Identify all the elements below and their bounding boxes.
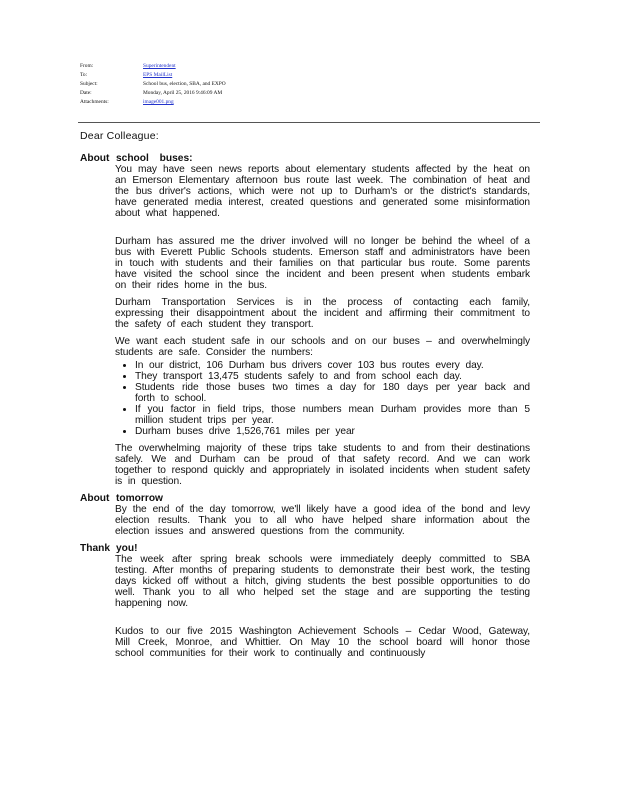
list-item: • In our district, 106 Durham bus drivers cover 103 bus routes every day. <box>135 360 530 371</box>
buses-paragraph-5: The overwhelming majority of these trips take students to and from their destinations safely. We and Durham can be proud of that safety record. And we can work together to respond quickly and appropriately in isolated incidents when student safety is in question. <box>115 443 530 487</box>
thanks-paragraph-1: The week after spring break schools were immediately deeply committed to SBA testing. After months of preparing students to demonstrate their best work, the testing days kicked off without a hitch, giving students the best possible opportunities to do well. Thank you to all who helped set the stage and are supporting the testing happening now. <box>115 554 530 609</box>
from-link[interactable]: Superintendent <box>143 63 176 69</box>
section-heading-tomorrow <box>80 493 530 504</box>
heading-rest: you! <box>116 543 138 554</box>
list-item: • If you factor in field trips, those numbers mean Durham provides more than 5 million student trips per year. <box>135 404 530 426</box>
to-label: To: <box>80 72 88 78</box>
heading-word: About <box>80 153 110 164</box>
subject-row <box>80 80 280 89</box>
date-value: Monday, April 25, 2016 9:46:09 AM <box>143 90 223 96</box>
thanks-paragraph-2: Kudos to our five 2015 Washington Achievement Schools – Cedar Wood, Gateway, Mill Creek, Monroe, and Whittier. On May 10 the school board will honor those school communities for their work to continually and continuously <box>115 626 530 659</box>
heading-rest: tomorrow <box>116 493 163 504</box>
heading-word: Thank <box>80 543 111 554</box>
from-label: From: <box>80 63 94 69</box>
to-row <box>80 71 280 80</box>
attachments-label: Attachments: <box>80 99 109 105</box>
greeting: Dear Colleague: <box>80 130 159 142</box>
attachment-link[interactable]: image001.png <box>143 99 174 105</box>
heading-word: About <box>80 493 110 504</box>
list-item: • Students ride those buses two times a day for 180 days per year back and forth to school. <box>135 382 530 404</box>
buses-paragraph-4: We want each student safe in our schools and on our buses – and overwhelmingly students are safe. Consider the numbers: <box>115 336 530 358</box>
tomorrow-paragraph: By the end of the day tomorrow, we'll likely have a good idea of the bond and levy election results. Thank you to all who have helped share information about the election issues and answered questions from the community. <box>115 504 530 537</box>
attachments-row <box>80 98 280 107</box>
header-divider <box>78 122 540 123</box>
subject-label: Subject: <box>80 81 98 87</box>
section-heading-buses <box>80 153 530 164</box>
section-heading-thanks <box>80 543 530 554</box>
email-body <box>80 150 530 665</box>
date-row <box>80 89 280 98</box>
heading-rest: school buses: <box>116 153 193 164</box>
buses-paragraph-2: Durham has assured me the driver involved will no longer be behind the wheel of a bus with Everett Public Schools students. Emerson staff and administrators have been in touch with students and their families on that particular bus route. Some parents have visited the school since the incident and been present when students embark on their rides home in the bus. <box>115 236 530 291</box>
list-item: • Durham buses drive 1,526,761 miles per year <box>135 426 530 437</box>
to-link[interactable]: EPS MailList <box>143 72 173 78</box>
from-row <box>80 62 280 71</box>
list-item: • They transport 13,475 students safely to and from school each day. <box>135 371 530 382</box>
buses-paragraph-3: Durham Transportation Services is in the process of contacting each family, expressing their disappointment about the incident and affirming their commitment to the safety of each student they transport. <box>115 297 530 330</box>
buses-paragraph-1: You may have seen news reports about elementary students affected by the heat on an Emerson Elementary afternoon bus route last week. The combination of heat and the bus driver's actions, which were not up to Durham's or the district's standards, have generated media interest, created questions and generated some misinformation about what happened. <box>115 164 530 219</box>
date-label: Date: <box>80 90 92 96</box>
subject-value: School bus, election, SBA, and EXPO <box>143 81 226 87</box>
email-header <box>80 62 280 107</box>
bus-numbers-list <box>115 360 530 437</box>
